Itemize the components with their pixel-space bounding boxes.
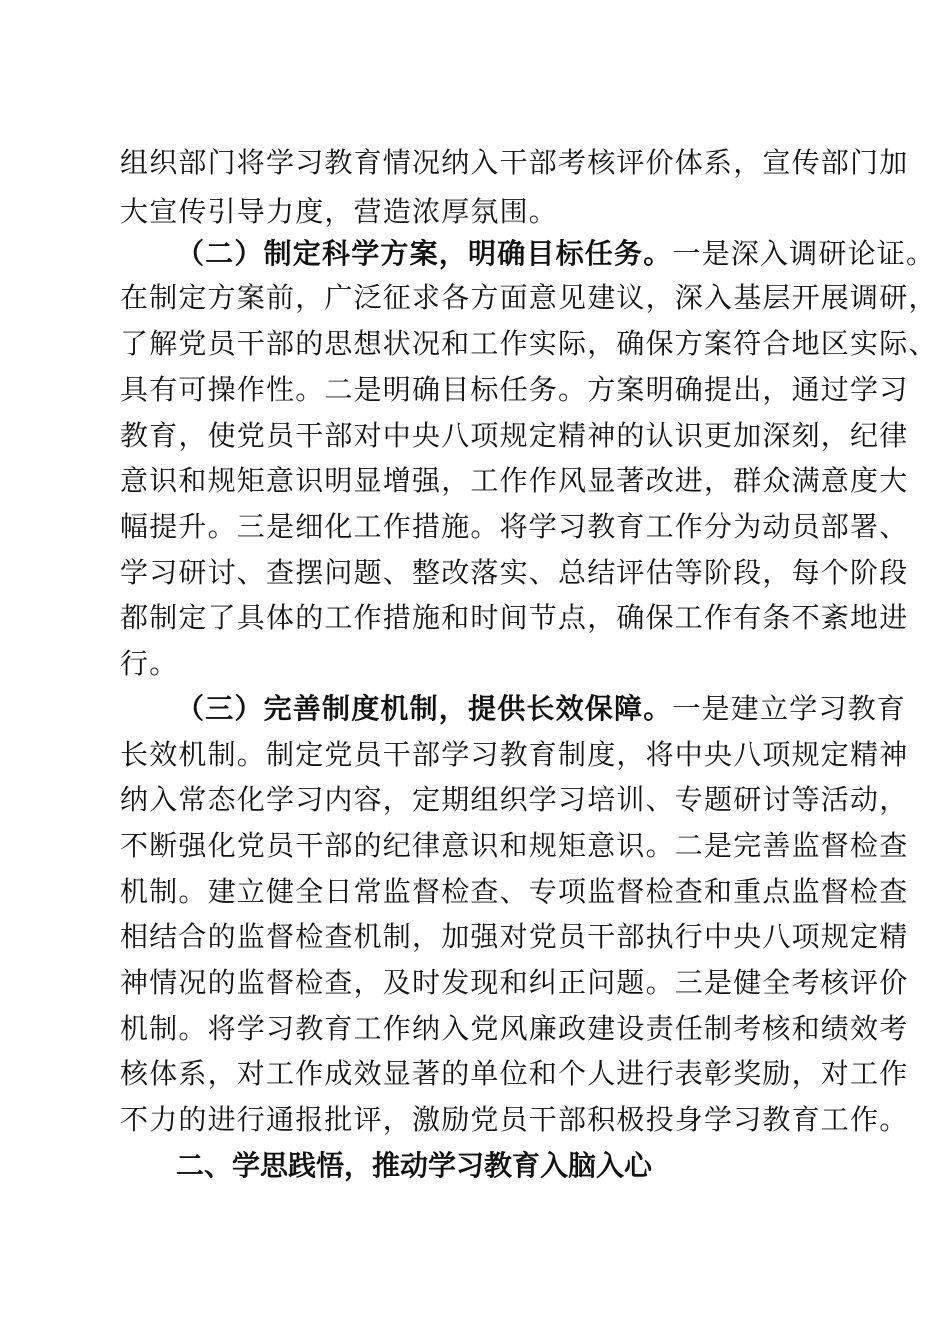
text-line: 长效机制。制定党员干部学习教育制度，将中央八项规定精神 bbox=[120, 738, 909, 771]
text-line: 在制定方案前，广泛征求各方面意见建议，深入基层开展调研， bbox=[120, 281, 938, 314]
text-line: 不断强化党员干部的纪律意识和规矩意识。二是完善监督检查 bbox=[120, 829, 909, 862]
section-2-heading: （二）制定科学方案，明确目标任务。 bbox=[176, 237, 673, 270]
text-line: 大宣传引导力度，营造浓厚氛围。 bbox=[120, 195, 559, 228]
text-line: 意识和规矩意识明显增强，工作作风显著改进，群众满意度大 bbox=[120, 464, 909, 497]
section-3-first-line bbox=[176, 684, 907, 734]
section-2-lead: 一是深入调研论证。 bbox=[672, 237, 936, 270]
text-line: 行。 bbox=[120, 647, 179, 680]
text-line: 纳入常态化学习内容，定期组织学习培训、专题研讨等活动， bbox=[120, 783, 909, 816]
text-line: 教育，使党员干部对中央八项规定精神的认识更加深刻，纪律 bbox=[120, 419, 909, 452]
text-line: 学习研讨、查摆问题、整改落实、总结评估等阶段，每个阶段 bbox=[120, 556, 909, 589]
section-2-first-line bbox=[176, 229, 936, 279]
text-line: 都制定了具体的工作措施和时间节点，确保工作有条不紊地进 bbox=[120, 601, 909, 634]
text-line: 不力的进行通报批评，激励党员干部积极投身学习教育工作。 bbox=[120, 1103, 909, 1136]
text-line: 了解党员干部的思想状况和工作实际，确保方案符合地区实际、 bbox=[120, 327, 938, 360]
text-line: 核体系，对工作成效显著的单位和个人进行表彰奖励，对工作 bbox=[120, 1057, 909, 1090]
text-line: 幅提升。三是细化工作措施。将学习教育工作分为动员部署、 bbox=[120, 510, 909, 543]
text-line: 机制。将学习教育工作纳入党风廉政建设责任制考核和绩效考 bbox=[120, 1012, 909, 1045]
text-line: 具有可操作性。二是明确目标任务。方案明确提出，通过学习 bbox=[120, 373, 909, 406]
text-line: 机制。建立健全日常监督检查、专项监督检查和重点监督检查 bbox=[120, 875, 909, 908]
text-line: 相结合的监督检查机制，加强对党员干部执行中央八项规定精 bbox=[120, 920, 909, 953]
text-line: 组织部门将学习教育情况纳入干部考核评价体系，宣传部门加 bbox=[120, 146, 909, 179]
section-3-heading: （三）完善制度机制，提供长效保障。 bbox=[176, 692, 673, 725]
chapter-heading: 二、学思践悟，推动学习教育入脑入心 bbox=[176, 1149, 653, 1182]
text-line: 神情况的监督检查，及时发现和纠正问题。三是健全考核评价 bbox=[120, 966, 909, 999]
section-3-lead: 一是建立学习教育 bbox=[672, 692, 907, 725]
